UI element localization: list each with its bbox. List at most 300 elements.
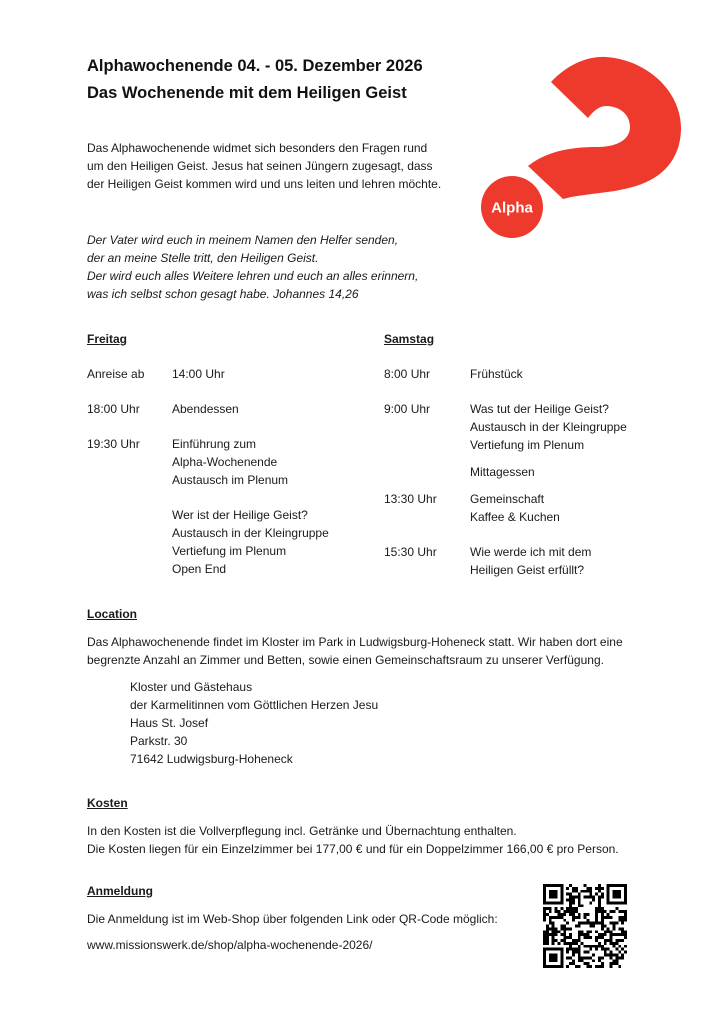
qr-module [566, 948, 569, 951]
qr-module [618, 933, 621, 936]
qr-module [595, 913, 598, 916]
qr-module [598, 922, 601, 925]
qr-module [566, 893, 569, 896]
location-heading: Location [87, 607, 137, 621]
qr-module [578, 901, 581, 904]
qr-module [601, 919, 604, 922]
qr-module [618, 956, 621, 959]
qr-module [555, 910, 558, 913]
qr-module [555, 916, 558, 919]
qr-module [613, 922, 616, 925]
activity-line: Austausch in der Kleingruppe [470, 420, 627, 434]
qr-module [601, 925, 604, 928]
qr-module [581, 956, 584, 959]
qr-module [578, 948, 581, 951]
qr-module [613, 933, 616, 936]
qr-module [621, 916, 624, 919]
qr-module [549, 933, 552, 936]
qr-module [578, 933, 581, 936]
qr-module [595, 965, 598, 968]
schedule-activity [470, 490, 560, 526]
location-line: begrenzte Anzahl an Zimmer und Betten, sowie einen Gemeinschaftsraum zu unserer Verfügung. [87, 653, 604, 667]
qr-module [589, 922, 592, 925]
qr-module [601, 965, 604, 968]
qr-module [598, 898, 601, 901]
qr-module [595, 948, 598, 951]
qr-module [584, 962, 587, 965]
qr-module [563, 919, 566, 922]
qr-module [566, 965, 569, 968]
qr-module [569, 893, 572, 896]
qr-module [604, 930, 607, 933]
qr-module [543, 907, 546, 910]
intro-line: Das Alphawochenende widmet sich besonders den Fragen rund [87, 141, 428, 155]
qr-module [607, 913, 610, 916]
qr-module [543, 930, 546, 933]
qr-module [610, 930, 613, 933]
qr-module [575, 887, 578, 890]
qr-module [624, 945, 627, 948]
activity-line: Wer ist der Heilige Geist? [172, 508, 308, 522]
activity-line: Heiligen Geist erfüllt? [470, 563, 585, 577]
qr-module [578, 898, 581, 901]
qr-module [598, 936, 601, 939]
qr-module [572, 907, 575, 910]
qr-module [595, 893, 598, 896]
qr-module [595, 910, 598, 913]
qr-module [584, 936, 587, 939]
qr-module [613, 954, 616, 957]
qr-module [549, 919, 552, 922]
qr-module [546, 927, 549, 930]
schedule-activity [470, 400, 627, 454]
qr-module [624, 930, 627, 933]
qr-module [578, 930, 581, 933]
qr-module [592, 922, 595, 925]
qr-module [581, 930, 584, 933]
qr-module [586, 933, 589, 936]
qr-module [560, 939, 563, 942]
qr-module [592, 898, 595, 901]
qr-module [572, 901, 575, 904]
qr-module [569, 956, 572, 959]
qr-module [572, 919, 575, 922]
qr-module [572, 913, 575, 916]
qr-module [586, 913, 589, 916]
qr-module [586, 945, 589, 948]
qr-module [601, 936, 604, 939]
qr-module [569, 933, 572, 936]
qr-module [546, 939, 549, 942]
qr-module [615, 962, 618, 965]
activity-line: Gemeinschaft [470, 492, 545, 506]
title-line-1: Alphawochenende 04. - 05. Dezember 2026 [87, 57, 423, 75]
qr-module [624, 936, 627, 939]
intro-paragraph [87, 139, 441, 193]
qr-module [598, 965, 601, 968]
qr-module [569, 942, 572, 945]
qr-module [578, 916, 581, 919]
activity-line: Vertiefung im Plenum [172, 544, 287, 558]
qr-module [598, 933, 601, 936]
qr-module [595, 930, 598, 933]
activity-line: Austausch in der Kleingruppe [172, 526, 329, 540]
qr-module [607, 954, 610, 957]
qr-module [575, 939, 578, 942]
qr-module [555, 930, 558, 933]
qr-module [578, 945, 581, 948]
qr-module [615, 956, 618, 959]
qr-module [578, 951, 581, 954]
qr-module [613, 962, 616, 965]
registration-link[interactable]: www.missionswerk.de/shop/alpha-wochenende-2026/ [87, 938, 373, 952]
question-mark-icon [528, 57, 681, 199]
qr-module [607, 939, 610, 942]
qr-module [621, 948, 624, 951]
qr-module [604, 933, 607, 936]
qr-module [575, 896, 578, 899]
qr-module [575, 951, 578, 954]
activity-line: Was tut der Heilige Geist? [470, 402, 609, 416]
location-text [87, 633, 623, 669]
qr-module [595, 887, 598, 890]
qr-module [569, 962, 572, 965]
qr-module [572, 942, 575, 945]
qr-module [598, 959, 601, 962]
qr-module [546, 933, 549, 936]
schedule-time: 19:30 Uhr [87, 437, 140, 451]
qr-module [569, 936, 572, 939]
qr-module [615, 933, 618, 936]
qr-module [575, 965, 578, 968]
qr-module [613, 925, 616, 928]
qr-module [604, 916, 607, 919]
qr-module [604, 954, 607, 957]
qr-module [601, 945, 604, 948]
qr-module [624, 933, 627, 936]
qr-module [613, 927, 616, 930]
qr-module [566, 910, 569, 913]
qr-module [569, 898, 572, 901]
qr-module [549, 922, 552, 925]
qr-module [563, 939, 566, 942]
qr-module [584, 956, 587, 959]
qr-module [584, 945, 587, 948]
qr-module [586, 896, 589, 899]
qr-module [624, 919, 627, 922]
quote-line: Der wird euch alles Weitere lehren und euch an alles erinnern, [87, 269, 419, 283]
qr-module [607, 916, 610, 919]
qr-module [610, 939, 613, 942]
qr-module [563, 910, 566, 913]
qr-module [595, 936, 598, 939]
qr-module [624, 913, 627, 916]
qr-module [543, 919, 546, 922]
qr-module [592, 945, 595, 948]
qr-module [610, 965, 613, 968]
schedule-time: 8:00 Uhr [384, 367, 431, 381]
qr-module [586, 922, 589, 925]
address-line: Kloster und Gästehaus [130, 680, 253, 694]
qr-module [581, 933, 584, 936]
qr-module [572, 910, 575, 913]
schedule-activity: 14:00 Uhr [172, 367, 225, 381]
qr-module [543, 916, 546, 919]
qr-module [546, 907, 549, 910]
qr-module [598, 901, 601, 904]
qr-module [546, 930, 549, 933]
costs-line: Die Kosten liegen für ein Einzelzimmer bei 177,00 € und für ein Doppelzimmer 166,00 € pro Person. [87, 842, 619, 856]
qr-finder-pattern [549, 890, 558, 899]
qr-module [569, 927, 572, 930]
quote-line: Der Vater wird euch in meinem Namen den Helfer senden, [87, 233, 399, 247]
qr-module [610, 954, 613, 957]
friday-heading: Freitag [87, 332, 128, 346]
qr-module [601, 916, 604, 919]
qr-module [613, 942, 616, 945]
qr-module [589, 890, 592, 893]
registration-heading: Anmeldung [87, 884, 153, 898]
qr-module [584, 916, 587, 919]
qr-module [598, 910, 601, 913]
qr-module [569, 901, 572, 904]
qr-module [586, 936, 589, 939]
page-title [87, 53, 423, 107]
costs-heading: Kosten [87, 796, 128, 810]
qr-module [589, 965, 592, 968]
qr-module [569, 896, 572, 899]
qr-module [586, 887, 589, 890]
schedule-activity [172, 506, 329, 578]
schedule-activity: Abendessen [172, 402, 239, 416]
schedule-activity [470, 543, 591, 579]
qr-module [572, 948, 575, 951]
qr-module [557, 910, 560, 913]
qr-module [560, 907, 563, 910]
qr-module [557, 913, 560, 916]
qr-module [601, 907, 604, 910]
qr-module [592, 925, 595, 928]
qr-module [563, 927, 566, 930]
qr-module [569, 907, 572, 910]
qr-module [557, 930, 560, 933]
qr-module [586, 919, 589, 922]
title-line-2: Das Wochenende mit dem Heiligen Geist [87, 84, 407, 102]
qr-module [584, 884, 587, 887]
schedule-time: Anreise ab [87, 367, 145, 381]
qr-module [601, 962, 604, 965]
qr-module [610, 910, 613, 913]
qr-module [543, 936, 546, 939]
qr-module [586, 962, 589, 965]
qr-module [621, 919, 624, 922]
schedule-time: 18:00 Uhr [87, 402, 140, 416]
qr-module [615, 907, 618, 910]
qr-module [621, 922, 624, 925]
activity-line: Wie werde ich mit dem [470, 545, 592, 559]
qr-module [552, 925, 555, 928]
qr-module [598, 896, 601, 899]
qr-module [572, 887, 575, 890]
qr-module [552, 933, 555, 936]
qr-finder-pattern [549, 954, 558, 963]
qr-module [604, 951, 607, 954]
qr-module [621, 910, 624, 913]
qr-code[interactable] [543, 884, 627, 968]
address-line: 71642 Ludwigsburg-Hoheneck [130, 752, 293, 766]
qr-module [581, 922, 584, 925]
qr-module [598, 904, 601, 907]
qr-module [598, 942, 601, 945]
qr-module [586, 965, 589, 968]
qr-module [618, 927, 621, 930]
qr-module [618, 951, 621, 954]
qr-module [598, 890, 601, 893]
qr-module [560, 927, 563, 930]
qr-module [598, 945, 601, 948]
qr-module [572, 939, 575, 942]
costs-line: In den Kosten ist die Vollverpflegung incl. Getränke und Übernachtung enthalten. [87, 824, 517, 838]
address-line: Parkstr. 30 [130, 734, 188, 748]
qr-module [589, 901, 592, 904]
qr-module [589, 887, 592, 890]
qr-module [578, 893, 581, 896]
qr-module [552, 939, 555, 942]
qr-module [586, 956, 589, 959]
qr-module [610, 942, 613, 945]
qr-module [624, 916, 627, 919]
qr-module [624, 910, 627, 913]
qr-module [566, 887, 569, 890]
activity-line: Austausch im Plenum [172, 473, 289, 487]
qr-module [610, 933, 613, 936]
qr-module [552, 922, 555, 925]
qr-module [572, 890, 575, 893]
qr-module [598, 956, 601, 959]
qr-module [572, 954, 575, 957]
qr-module [563, 913, 566, 916]
qr-module [578, 913, 581, 916]
qr-module [621, 927, 624, 930]
qr-module [595, 916, 598, 919]
qr-module [589, 893, 592, 896]
quote-line: der an meine Stelle tritt, den Heiligen Geist. [87, 251, 319, 265]
qr-module [598, 907, 601, 910]
qr-module [566, 927, 569, 930]
alpha-logo-text: Alpha [491, 199, 533, 217]
qr-module [566, 951, 569, 954]
qr-module [572, 898, 575, 901]
qr-module [589, 945, 592, 948]
qr-module [601, 896, 604, 899]
qr-module [578, 954, 581, 957]
qr-module [563, 925, 566, 928]
qr-module [607, 930, 610, 933]
schedule-time: 15:30 Uhr [384, 545, 437, 559]
qr-module [589, 930, 592, 933]
qr-module [584, 933, 587, 936]
qr-module [581, 890, 584, 893]
qr-module [618, 916, 621, 919]
bible-quote [87, 231, 418, 303]
address-line: Haus St. Josef [130, 716, 209, 730]
qr-module [566, 956, 569, 959]
qr-module [610, 962, 613, 965]
qr-module [584, 951, 587, 954]
qr-module [563, 936, 566, 939]
qr-module [589, 948, 592, 951]
qr-module [618, 939, 621, 942]
qr-module [549, 927, 552, 930]
qr-module [613, 910, 616, 913]
qr-module [621, 956, 624, 959]
registration-text: Die Anmeldung ist im Web-Shop über folgenden Link oder QR-Code möglich: [87, 912, 498, 926]
qr-module [549, 916, 552, 919]
qr-module [615, 942, 618, 945]
qr-module [624, 951, 627, 954]
qr-module [621, 939, 624, 942]
qr-module [586, 890, 589, 893]
qr-module [560, 933, 563, 936]
qr-module [569, 948, 572, 951]
qr-module [552, 930, 555, 933]
qr-module [621, 954, 624, 957]
qr-module [604, 939, 607, 942]
qr-module [604, 942, 607, 945]
qr-module [569, 904, 572, 907]
schedule-activity: Mittagessen [470, 465, 535, 479]
qr-module [601, 893, 604, 896]
qr-module [610, 956, 613, 959]
qr-module [566, 936, 569, 939]
qr-module [546, 913, 549, 916]
qr-module [618, 965, 621, 968]
qr-module [555, 907, 558, 910]
address-block [130, 678, 378, 768]
qr-module [592, 959, 595, 962]
qr-module [575, 942, 578, 945]
qr-module [578, 936, 581, 939]
qr-module [601, 927, 604, 930]
qr-module [621, 930, 624, 933]
qr-module [595, 919, 598, 922]
qr-module [575, 907, 578, 910]
qr-module [604, 910, 607, 913]
qr-module [552, 942, 555, 945]
qr-module [578, 925, 581, 928]
qr-module [598, 884, 601, 887]
qr-module [601, 922, 604, 925]
schedule-activity [172, 435, 288, 489]
qr-module [575, 948, 578, 951]
qr-module [575, 916, 578, 919]
qr-module [566, 922, 569, 925]
qr-module [572, 951, 575, 954]
qr-module [566, 942, 569, 945]
qr-module [615, 939, 618, 942]
qr-module [584, 890, 587, 893]
qr-module [578, 965, 581, 968]
qr-module [560, 925, 563, 928]
intro-line: um den Heiligen Geist. Jesus hat seinen Jüngern zugesagt, dass [87, 159, 433, 173]
activity-line: Kaffee & Kuchen [470, 510, 560, 524]
qr-module [552, 916, 555, 919]
qr-module [592, 896, 595, 899]
qr-module [595, 945, 598, 948]
qr-module [581, 959, 584, 962]
qr-module [543, 942, 546, 945]
qr-module [557, 942, 560, 945]
